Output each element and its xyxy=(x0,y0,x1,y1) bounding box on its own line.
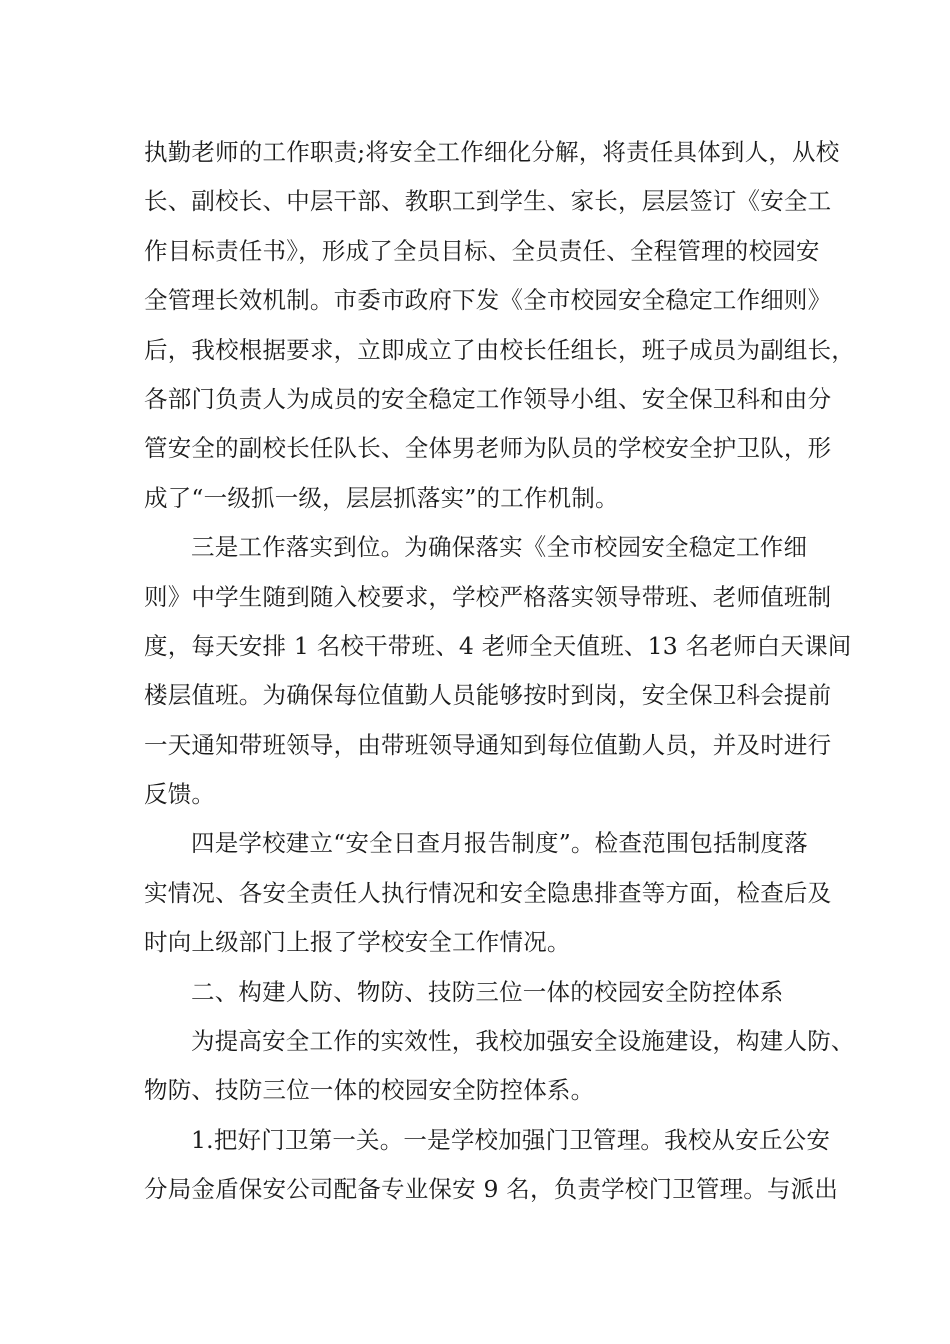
paragraph-first-line: 三是工作落实到位。为确保落实《全市校园安全稳定工作细 xyxy=(191,533,808,562)
text-line: 后，我校根据要求，立即成立了由校长任组长，班子成员为副组长， xyxy=(144,335,855,364)
text-line: 各部门负责人为成员的安全稳定工作领导小组、安全保卫科和由分 xyxy=(144,384,832,413)
text-line: 管安全的副校长任队长、全体男老师为队员的学校安全护卫队，形 xyxy=(144,434,832,463)
text-line: 作目标责任书》，形成了全员目标、全员责任、全程管理的校园安 xyxy=(144,236,820,265)
text-line: 物防、技防三位一体的校园安全防控体系。 xyxy=(144,1076,595,1105)
paragraph-first-line: 四是学校建立“安全日查月报告制度”。检查范围包括制度落 xyxy=(191,829,808,858)
text-line: 分局金盾保安公司配备专业保安 9 名，负责学校门卫管理。与派出 xyxy=(144,1175,839,1204)
text-line: 时向上级部门上报了学校安全工作情况。 xyxy=(144,928,571,957)
text-line: 一天通知带班领导，由带班领导通知到每位值勤人员，并及时进行 xyxy=(144,730,832,759)
text-line: 实情况、各安全责任人执行情况和安全隐患排查等方面，检查后及 xyxy=(144,878,832,907)
paragraph-first-line: 为提高安全工作的实效性，我校加强安全设施建设，构建人防、 xyxy=(191,1027,855,1056)
text-line: 反馈。 xyxy=(144,780,216,809)
text-line: 度，每天安排 1 名校干带班、4 老师全天值班、13 名老师白天课间 xyxy=(144,631,852,660)
text-line: 长、副校长、中层干部、教职工到学生、家长，层层签订《安全工 xyxy=(144,187,832,216)
paragraph-first-line: 1.把好门卫第一关。一是学校加强门卫管理。我校从安丘公安 xyxy=(191,1125,831,1154)
section-heading: 二、构建人防、物防、技防三位一体的校园安全防控体系 xyxy=(191,977,784,1006)
text-line: 成了“一级抓一级，层层抓落实”的工作机制。 xyxy=(144,483,619,512)
text-line: 执勤老师的工作职责;将安全工作细化分解，将责任具体到人，从校 xyxy=(144,138,840,166)
text-line: 全管理长效机制。市委市政府下发《全市校园安全稳定工作细则》 xyxy=(144,286,832,315)
text-line: 则》中学生随到随入校要求，学校严格落实领导带班、老师值班制 xyxy=(144,582,832,611)
text-line: 楼层值班。为确保每位值勤人员能够按时到岗，安全保卫科会提前 xyxy=(144,681,832,710)
document-body xyxy=(144,128,855,1215)
